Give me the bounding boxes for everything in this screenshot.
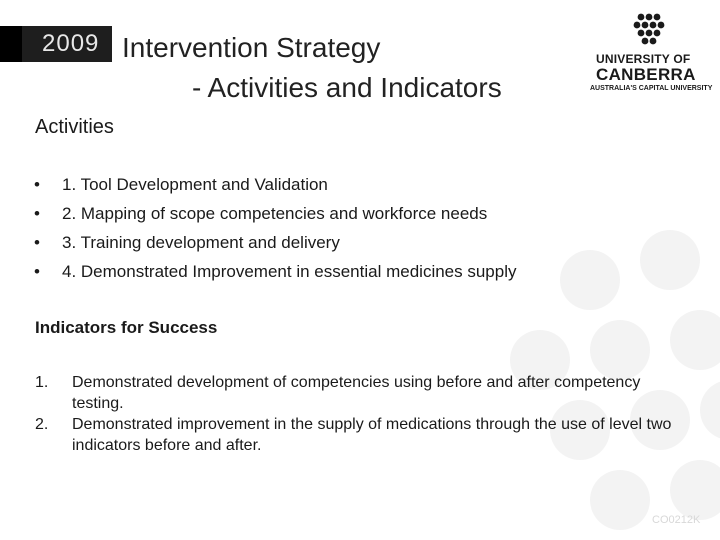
bullet-icon: • — [34, 204, 40, 223]
year-badge — [0, 26, 112, 62]
slide-title: Intervention Strategy — [122, 32, 381, 63]
university-logo — [588, 10, 713, 94]
logo-canberra: CANBERRA — [596, 65, 696, 84]
bullet-icon: • — [34, 262, 40, 281]
logo-tagline: AUSTRALIA'S CAPITAL UNIVERSITY — [590, 85, 713, 92]
indicator-text: Demonstrated improvement in the supply of medications through the use of level two indicators before and after. — [72, 416, 672, 454]
activity-text: 4. Demonstrated Improvement in essential medicines supply — [62, 262, 517, 281]
slide-subtitle: - Activities and Indicators — [192, 72, 502, 103]
activity-text: 3. Training development and delivery — [62, 233, 340, 252]
bullet-icon: • — [34, 233, 40, 252]
activity-text: 2. Mapping of scope competencies and workforce needs — [62, 204, 488, 223]
activity-text: 1. Tool Development and Validation — [62, 175, 328, 194]
indicators-heading: Indicators for Success — [35, 318, 218, 337]
year-label: 2009 — [42, 30, 100, 57]
item-number: 2. — [35, 416, 49, 433]
logo-university-of: UNIVERSITY OF — [596, 52, 691, 66]
indicator-text: Demonstrated development of competencies using before and after competency testing. — [72, 374, 641, 412]
footer-code: CO0212K — [652, 514, 701, 526]
bullet-icon: • — [34, 175, 40, 194]
indicators-list — [35, 372, 685, 456]
list-item — [35, 414, 685, 456]
activities-heading: Activities — [35, 116, 114, 138]
logo-mark-icon — [628, 12, 668, 50]
item-number: 1. — [35, 374, 49, 391]
list-item — [35, 372, 685, 414]
